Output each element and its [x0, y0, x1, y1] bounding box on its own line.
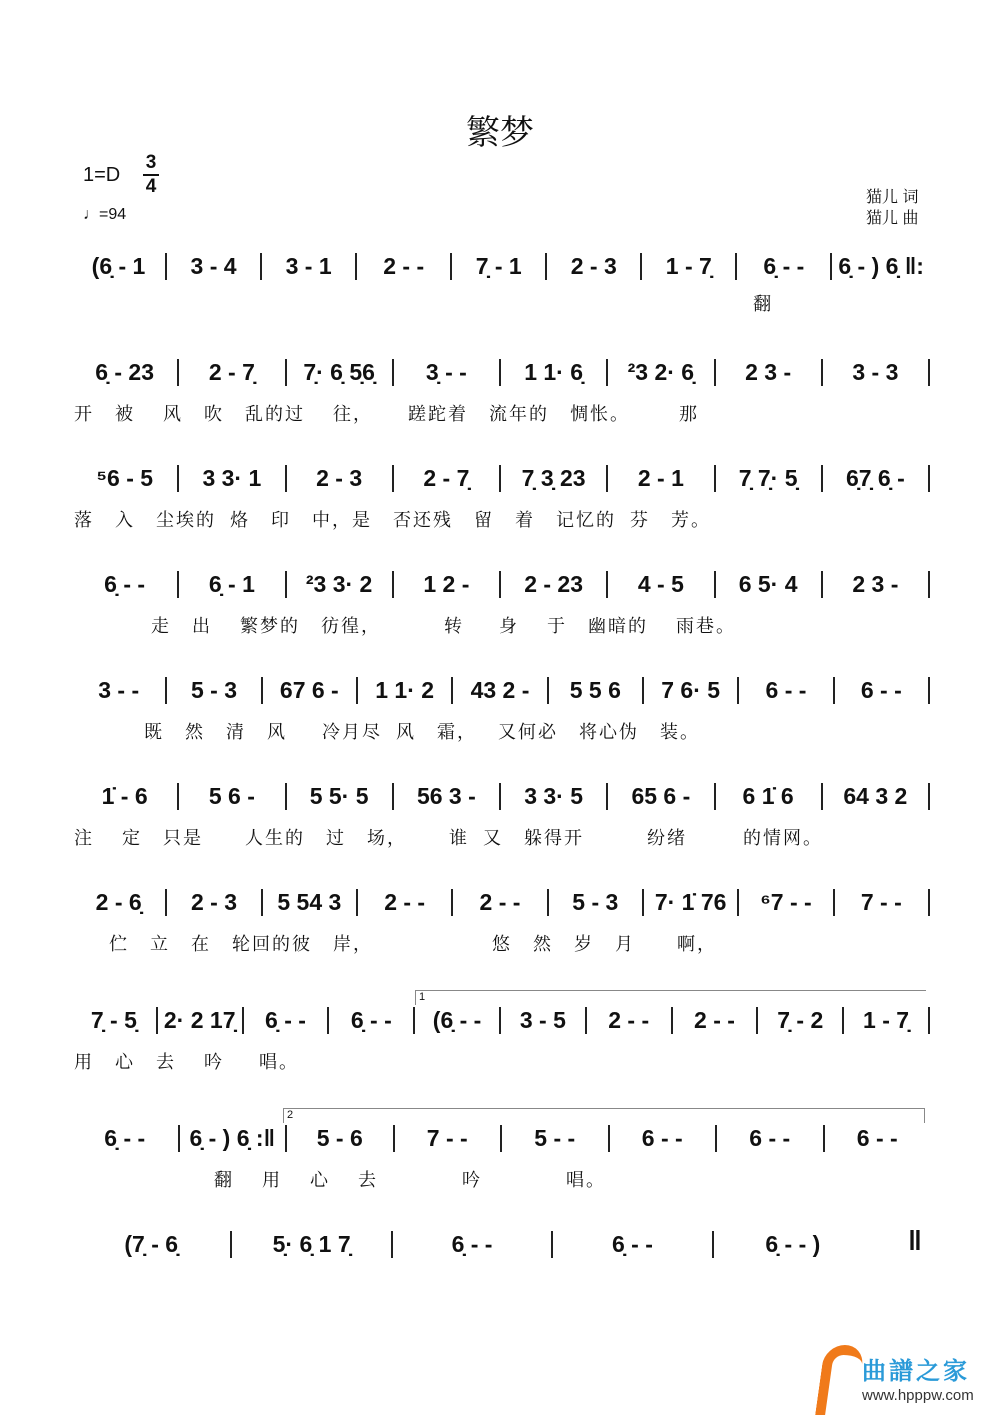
measure: 3 3· 1 — [179, 465, 286, 492]
measure: 7· 1̇ 76 — [644, 889, 739, 916]
score-line — [72, 673, 930, 707]
measure: 3 - 5 — [501, 1007, 587, 1034]
logo-p-icon — [815, 1345, 865, 1415]
measure: 5 6 - — [179, 783, 286, 810]
measure: 2 - - — [453, 889, 548, 916]
measure: 2 - 7̣ — [179, 359, 286, 386]
measure: (7̣ - 6̣ — [72, 1231, 232, 1258]
lyrics-line: 伫 立 在 轮回的彼 岸， 悠 然 岁 月 啊， — [74, 934, 718, 954]
lyrics-line: 注 定 只是 人生的 过 场， 谁 又 躲得开 纷绪 的情网。 — [74, 828, 824, 848]
measure: ²3 2· 6̣ — [608, 359, 715, 386]
score-line — [72, 355, 930, 389]
measure: 6̣ - - — [72, 571, 179, 598]
volta-bracket: 2 — [283, 1108, 925, 1123]
measure: 2 - 3 — [287, 465, 394, 492]
measure: ⁵6 - 5 — [72, 465, 179, 492]
measure: 2 - - — [357, 253, 452, 280]
credits — [866, 187, 918, 229]
measure: 7̣· 6̣ 5̣6̣ — [287, 359, 394, 386]
score-line — [72, 567, 930, 601]
score-line — [72, 779, 930, 813]
measure: (6̣ - 1 — [72, 253, 167, 280]
measure: 2· 2 17̣ — [158, 1007, 244, 1034]
measure: 2 - 1 — [608, 465, 715, 492]
measure: 6̣7̣ 6̣ - — [823, 465, 930, 492]
measure: 1 - 7̣ — [642, 253, 737, 280]
time-signature-top: 3 — [145, 152, 157, 173]
measure: 56 3 - — [394, 783, 501, 810]
measure: 3 - 1 — [262, 253, 357, 280]
measure: 6̣ - ) 6̣ :‖ — [180, 1125, 288, 1152]
measure: 5 5· 5 — [287, 783, 394, 810]
measure: 7̣ 3̣ 23 — [501, 465, 608, 492]
measure: 1 - 7̣ — [844, 1007, 930, 1034]
measure: 6̣ - ) 6̣ ‖: — [838, 252, 924, 279]
measure: 6 - - — [717, 1125, 825, 1152]
measure: 2 - 6̣ — [72, 889, 167, 916]
watermark-url: www.hpppw.com — [862, 1387, 974, 1404]
lyrics-line: 走 出 繁梦的 彷徨， 转 身 于 幽暗的 雨巷。 — [74, 616, 737, 636]
score-line — [72, 461, 930, 495]
measure: 2 - 7̣ — [394, 465, 501, 492]
measure: 5 5 6 — [549, 677, 644, 704]
score-line — [72, 1121, 930, 1155]
lyrics-line: 翻 用 心 去 吟 唱。 — [74, 1170, 607, 1190]
measure: 6̣ - - ) — [765, 1230, 821, 1257]
measure: 3 - 3 — [823, 359, 930, 386]
measure: 2 - - — [587, 1007, 673, 1034]
measure: 3̣ - - — [394, 359, 501, 386]
measure: 7 - - — [395, 1125, 503, 1152]
time-signature-bottom: 4 — [145, 176, 157, 197]
measure: 6̣ - - — [244, 1007, 330, 1034]
measure: 7̣ 7̣· 5̣ — [716, 465, 823, 492]
final-barline: ‖ — [908, 1225, 922, 1256]
measure: 1 2 - — [394, 571, 501, 598]
watermark-logo — [820, 1345, 995, 1410]
score-line — [72, 885, 930, 919]
measure: 7̣ - 1 — [452, 253, 547, 280]
watermark-brand: 曲譜之家 — [862, 1358, 970, 1385]
measure: 6̣ - - — [737, 253, 832, 280]
measure: ⁶7 - - — [739, 889, 834, 916]
score-line — [72, 1003, 930, 1037]
measure: 6̣ - - — [393, 1231, 553, 1258]
key-signature: 1=D — [83, 164, 121, 186]
lyrics-line: 翻 — [74, 294, 774, 314]
measure: 2 - - — [358, 889, 453, 916]
measure: 6 1̇ 6 — [716, 783, 823, 810]
measure: 5 - 6 — [287, 1125, 395, 1152]
measure: 6̣ - 23 — [72, 359, 179, 386]
measure: 2 - 23 — [501, 571, 608, 598]
measure: 6̣ - - — [553, 1231, 713, 1258]
lyrics-line: 落 入 尘埃的 烙 印 中，是 否还残 留 着 记忆的 芬 芳。 — [74, 510, 712, 530]
measure: 5 - 3 — [167, 677, 262, 704]
score-line — [72, 1227, 872, 1261]
measure: 7 - - — [835, 889, 930, 916]
measure: 2 - 3 — [547, 253, 642, 280]
lyrics-line: 用 心 去 吟 唱。 — [74, 1052, 300, 1072]
lyrics-line: 开 被 风 吹 乱的过 往， 蹉跎着 流年的 惆怅。 那 — [74, 404, 700, 424]
measure: 6̣ - - — [329, 1007, 415, 1034]
measure: 2 - 3 — [167, 889, 262, 916]
measure: 5 54 3 — [263, 889, 358, 916]
measure: 1 1· 6̣ — [501, 359, 608, 386]
measure: 7 6· 5 — [644, 677, 739, 704]
measure: 6 5· 4 — [716, 571, 823, 598]
measure: ²3 3· 2 — [287, 571, 394, 598]
measure: 2 - - — [673, 1007, 759, 1034]
measure: 2 3 - — [823, 571, 930, 598]
tempo-marking: ♩=94 — [83, 206, 127, 223]
lyrics-line: 既 然 清 风 冷月尽 风 霜， 又何必 将心伪 装。 — [74, 722, 701, 742]
volta-bracket: 1 — [415, 990, 926, 1005]
measure: 4 - 5 — [608, 571, 715, 598]
measure: 1 1· 2 — [358, 677, 453, 704]
measure: 64 3 2 — [823, 783, 930, 810]
measure: 65 6 - — [608, 783, 715, 810]
measure: 2 3 - — [716, 359, 823, 386]
measure: 43 2 - — [453, 677, 548, 704]
measure: 1̇ - 6 — [72, 783, 179, 810]
measure: 6 - - — [835, 677, 930, 704]
score-line — [72, 249, 930, 283]
measure: 3 - - — [72, 677, 167, 704]
lyricist: 猫儿 词 — [866, 189, 919, 206]
measure: (6̣ - - — [415, 1007, 501, 1034]
measure: 7̣ - 2 — [758, 1007, 844, 1034]
song-title: 繁梦 — [466, 114, 534, 152]
measure: 6 - - — [610, 1125, 718, 1152]
time-signature — [143, 153, 159, 197]
measure: 6 - - — [739, 677, 834, 704]
measure: 6̣ - 1 — [179, 571, 286, 598]
measure: 3 - 4 — [167, 253, 262, 280]
measure: 6 - - — [856, 1124, 898, 1151]
composer: 猫儿 曲 — [866, 210, 919, 227]
measure: 67 6 - — [263, 677, 358, 704]
measure: 5 - - — [502, 1125, 610, 1152]
measure: 5̣· 6̣ 1 7̣ — [232, 1231, 392, 1258]
measure: 3 3· 5 — [501, 783, 608, 810]
measure: 5 - 3 — [549, 889, 644, 916]
measure: 6̣ - - — [72, 1125, 180, 1152]
measure: 7̣ - 5̣ — [72, 1007, 158, 1034]
